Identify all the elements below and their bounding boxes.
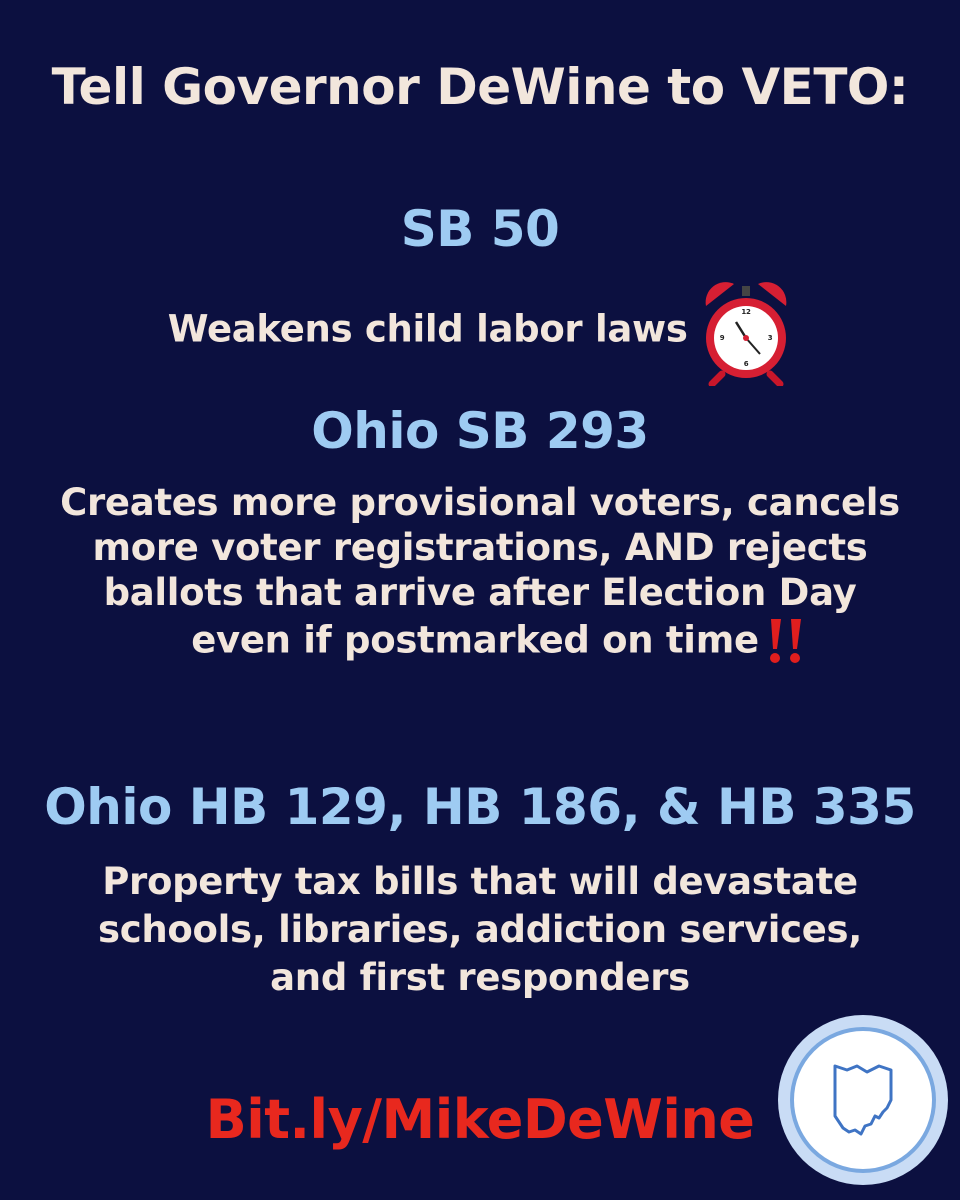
svg-text:3: 3 (767, 334, 773, 342)
bill-title-hb: Ohio HB 129, HB 186, & HB 335 (44, 778, 916, 836)
alarm-clock-icon (700, 276, 792, 386)
headline: Tell Governor DeWine to VETO: (51, 58, 909, 116)
svg-text:6: 6 (743, 360, 749, 368)
double-exclamation-icon (759, 615, 809, 669)
description-line: even if postmarked on time (191, 618, 759, 662)
bill-title-sb50: SB 50 (400, 200, 560, 258)
bill-description-sb50 (0, 276, 960, 386)
link-text[interactable]: Bit.ly/MikeDeWine (205, 1088, 755, 1151)
description-line: Creates more provisional voters, cancels (60, 481, 900, 524)
bill-description-text: Weakens child labor laws (167, 307, 688, 351)
description-line: and first responders (270, 956, 690, 999)
bill-description-sb293 (0, 480, 960, 669)
seal-inner (790, 1027, 936, 1173)
svg-text:9: 9 (719, 334, 725, 342)
ohio-state-outline-icon (817, 1052, 909, 1148)
description-line: schools, libraries, addiction services, (98, 908, 862, 951)
description-line: ballots that arrive after Election Day (103, 571, 857, 614)
bill-title-sb293: Ohio SB 293 (311, 402, 649, 460)
svg-text:12: 12 (741, 308, 751, 316)
description-line-with-icon (0, 615, 960, 669)
bill-description-hb (0, 858, 960, 1002)
description-line: Property tax bills that will devastate (102, 860, 858, 903)
description-line: more voter registrations, AND rejects (92, 526, 868, 569)
ohio-seal (778, 1015, 948, 1185)
